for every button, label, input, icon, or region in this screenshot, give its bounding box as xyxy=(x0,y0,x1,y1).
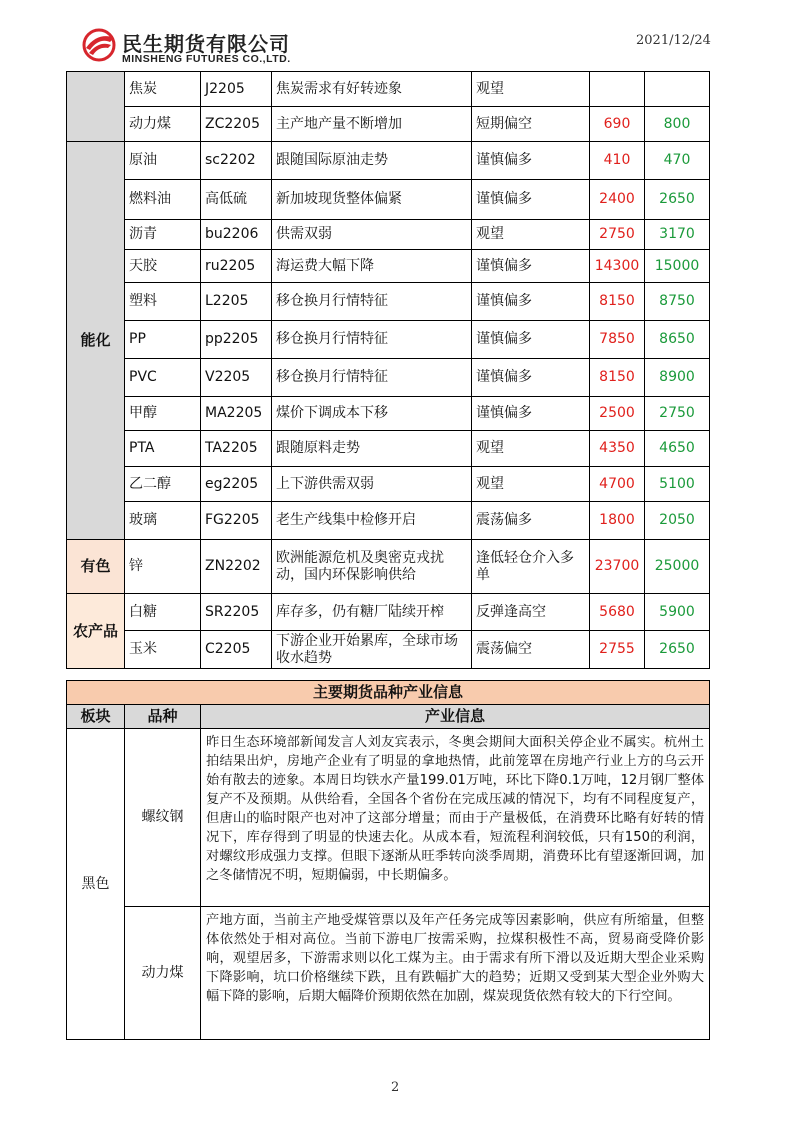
logic-cell: 海运费大幅下降 xyxy=(272,250,472,283)
low-price-cell: 690 xyxy=(590,107,645,142)
contract-cell: J2205 xyxy=(201,72,272,107)
variety-cell: 甲醇 xyxy=(125,397,201,431)
logic-cell: 上下游供需双弱 xyxy=(272,467,472,502)
category-cell: 能化 xyxy=(67,142,125,540)
table-row xyxy=(67,72,710,107)
low-price-cell: 2755 xyxy=(590,631,645,669)
contract-cell: SR2205 xyxy=(201,594,272,631)
view-cell: 反弹逢高空 xyxy=(472,594,590,631)
high-price-cell: 5100 xyxy=(645,467,710,502)
high-price-cell: 8750 xyxy=(645,283,710,321)
high-price-cell: 3170 xyxy=(645,220,710,250)
table-row xyxy=(67,502,710,540)
table-row xyxy=(67,142,710,180)
variety-cell: 玻璃 xyxy=(125,502,201,540)
logic-cell: 欧洲能源危机及奥密克戎扰动，国内环保影响供给 xyxy=(272,540,472,594)
logic-cell: 移仓换月行情特征 xyxy=(272,283,472,321)
logic-cell: 供需双弱 xyxy=(272,220,472,250)
variety-cell: 沥青 xyxy=(125,220,201,250)
contract-cell: ZC2205 xyxy=(201,107,272,142)
col-variety-header: 品种 xyxy=(125,705,201,729)
page-header xyxy=(0,0,794,75)
company-name-en: MINSHENG FUTURES CO.,LTD. xyxy=(122,53,291,65)
variety-cell: 塑料 xyxy=(125,283,201,321)
variety-cell: PVC xyxy=(125,359,201,397)
contract-cell: pp2205 xyxy=(201,321,272,359)
view-cell: 震荡偏多 xyxy=(472,502,590,540)
board-cell: 黑色 xyxy=(67,729,125,1040)
low-price-cell: 8150 xyxy=(590,283,645,321)
logic-cell: 跟随原料走势 xyxy=(272,431,472,467)
table-row xyxy=(67,107,710,142)
page-number: 2 xyxy=(391,1080,400,1095)
low-price-cell: 2500 xyxy=(590,397,645,431)
high-price-cell: 2750 xyxy=(645,397,710,431)
variety-cell: 白糖 xyxy=(125,594,201,631)
table-row xyxy=(67,467,710,502)
contract-cell: L2205 xyxy=(201,283,272,321)
logic-cell: 库存多，仍有糖厂陆续开榨 xyxy=(272,594,472,631)
contract-cell: C2205 xyxy=(201,631,272,669)
variety-cell: 锌 xyxy=(125,540,201,594)
low-price-cell: 410 xyxy=(590,142,645,180)
contract-cell: ZN2202 xyxy=(201,540,272,594)
table-row xyxy=(67,220,710,250)
table-row xyxy=(67,540,710,594)
variety-cell: PTA xyxy=(125,431,201,467)
contract-cell: TA2205 xyxy=(201,431,272,467)
table-row xyxy=(67,594,710,631)
high-price-cell: 15000 xyxy=(645,250,710,283)
variety-cell: 原油 xyxy=(125,142,201,180)
variety-cell: 焦炭 xyxy=(125,72,201,107)
contract-cell: FG2205 xyxy=(201,502,272,540)
high-price-cell: 2650 xyxy=(645,631,710,669)
view-cell: 谨慎偏多 xyxy=(472,250,590,283)
table-row xyxy=(67,321,710,359)
contract-cell: MA2205 xyxy=(201,397,272,431)
variety-cell: PP xyxy=(125,321,201,359)
view-cell: 谨慎偏多 xyxy=(472,359,590,397)
low-price-cell: 2750 xyxy=(590,220,645,250)
view-cell: 观望 xyxy=(472,72,590,107)
low-price-cell xyxy=(590,72,645,107)
view-cell: 短期偏空 xyxy=(472,107,590,142)
col-board-header: 板块 xyxy=(67,705,125,729)
contract-cell: eg2205 xyxy=(201,467,272,502)
high-price-cell: 25000 xyxy=(645,540,710,594)
low-price-cell: 4350 xyxy=(590,431,645,467)
logic-cell: 焦炭需求有好转迹象 xyxy=(272,72,472,107)
logic-cell: 移仓换月行情特征 xyxy=(272,321,472,359)
high-price-cell xyxy=(645,72,710,107)
view-cell: 逢低轻仓介入多单 xyxy=(472,540,590,594)
high-price-cell: 4650 xyxy=(645,431,710,467)
view-cell: 观望 xyxy=(472,467,590,502)
contract-cell: sc2202 xyxy=(201,142,272,180)
view-cell: 观望 xyxy=(472,220,590,250)
low-price-cell: 14300 xyxy=(590,250,645,283)
logic-cell: 老生产线集中检修开启 xyxy=(272,502,472,540)
table-row xyxy=(67,631,710,669)
category-cell xyxy=(67,72,125,142)
variety-cell: 动力煤 xyxy=(125,907,201,1040)
company-name-cn: 民生期货有限公司 xyxy=(122,32,290,56)
table-row xyxy=(67,397,710,431)
contract-cell: 高低硫 xyxy=(201,180,272,220)
category-cell: 有色 xyxy=(67,540,125,594)
logic-cell: 下游企业开始累库，全球市场收水趋势 xyxy=(272,631,472,669)
variety-cell: 燃料油 xyxy=(125,180,201,220)
view-cell: 观望 xyxy=(472,431,590,467)
view-cell: 震荡偏空 xyxy=(472,631,590,669)
low-price-cell: 2400 xyxy=(590,180,645,220)
variety-cell: 乙二醇 xyxy=(125,467,201,502)
contract-cell: V2205 xyxy=(201,359,272,397)
industry-text: 昨日生态环境部新闻发言人刘友宾表示，冬奥会期间大面积关停企业不属实。杭州土拍结果出炉，房地产企业有了明显的拿地热情，此前笼罩在房地产行业上方的乌云开始有散去的迹象。本周日均铁水产量199.01万吨，环比下降0.1万吨，12月钢厂整体复产不及预期。从供给看，全国各个省份在完成压减的情况下，均有不同程度复产，但唐山的临时限产也对冲了这部分增量；而由于产量极低，在消费环比略有好转的情况下，库存得到了明显的快速去化。从成本看，短流程利润较低，只有150的利润，对螺纹形成强力支撑。但眼下逐渐从旺季转向淡季周期，消费环比有望逐渐回调，加之冬储情况不明，短期偏弱，中长期偏多。 xyxy=(201,729,710,907)
industry-banner: 主要期货品种产业信息 xyxy=(67,681,710,705)
logic-cell: 煤价下调成本下移 xyxy=(272,397,472,431)
high-price-cell: 2050 xyxy=(645,502,710,540)
variety-cell: 动力煤 xyxy=(125,107,201,142)
logic-cell: 新加坡现货整体偏紧 xyxy=(272,180,472,220)
table-row xyxy=(67,283,710,321)
contract-cell: bu2206 xyxy=(201,220,272,250)
industry-text: 产地方面，当前主产地受煤管票以及年产任务完成等因素影响，供应有所缩量，但整体依然处于相对高位。当前下游电厂按需采购，拉煤积极性不高，贸易商受降价影响，观望居多，下游需求则以化工煤为主。由于需求有所下滑以及近期大型企业采购下降影响，坑口价格继续下跌，且有跌幅扩大的趋势；近期又受到某大型企业外购大幅下降的影响，后期大幅降价预期依然在加剧，煤炭现货依然有较大的下行空间。 xyxy=(201,907,710,1040)
high-price-cell: 8900 xyxy=(645,359,710,397)
view-cell: 谨慎偏多 xyxy=(472,180,590,220)
minsheng-logo-icon xyxy=(80,28,118,62)
logic-cell: 移仓换月行情特征 xyxy=(272,359,472,397)
industry-info-table xyxy=(66,680,710,1040)
high-price-cell: 470 xyxy=(645,142,710,180)
high-price-cell: 5900 xyxy=(645,594,710,631)
logic-cell: 跟随国际原油走势 xyxy=(272,142,472,180)
table-row xyxy=(67,180,710,220)
table-row xyxy=(67,250,710,283)
high-price-cell: 8650 xyxy=(645,321,710,359)
contract-cell: ru2205 xyxy=(201,250,272,283)
low-price-cell: 1800 xyxy=(590,502,645,540)
variety-cell: 玉米 xyxy=(125,631,201,669)
report-date: 2021/12/24 xyxy=(636,33,711,48)
table-row xyxy=(67,359,710,397)
low-price-cell: 7850 xyxy=(590,321,645,359)
variety-cell: 天胶 xyxy=(125,250,201,283)
low-price-cell: 23700 xyxy=(590,540,645,594)
view-cell: 谨慎偏多 xyxy=(472,142,590,180)
view-cell: 谨慎偏多 xyxy=(472,283,590,321)
high-price-cell: 2650 xyxy=(645,180,710,220)
col-info-header: 产业信息 xyxy=(201,705,710,729)
view-cell: 谨慎偏多 xyxy=(472,397,590,431)
low-price-cell: 5680 xyxy=(590,594,645,631)
logic-cell: 主产地产量不断增加 xyxy=(272,107,472,142)
strategy-table xyxy=(66,71,710,669)
high-price-cell: 800 xyxy=(645,107,710,142)
variety-cell: 螺纹钢 xyxy=(125,729,201,907)
category-cell: 农产品 xyxy=(67,594,125,669)
low-price-cell: 8150 xyxy=(590,359,645,397)
view-cell: 谨慎偏多 xyxy=(472,321,590,359)
low-price-cell: 4700 xyxy=(590,467,645,502)
table-row xyxy=(67,431,710,467)
